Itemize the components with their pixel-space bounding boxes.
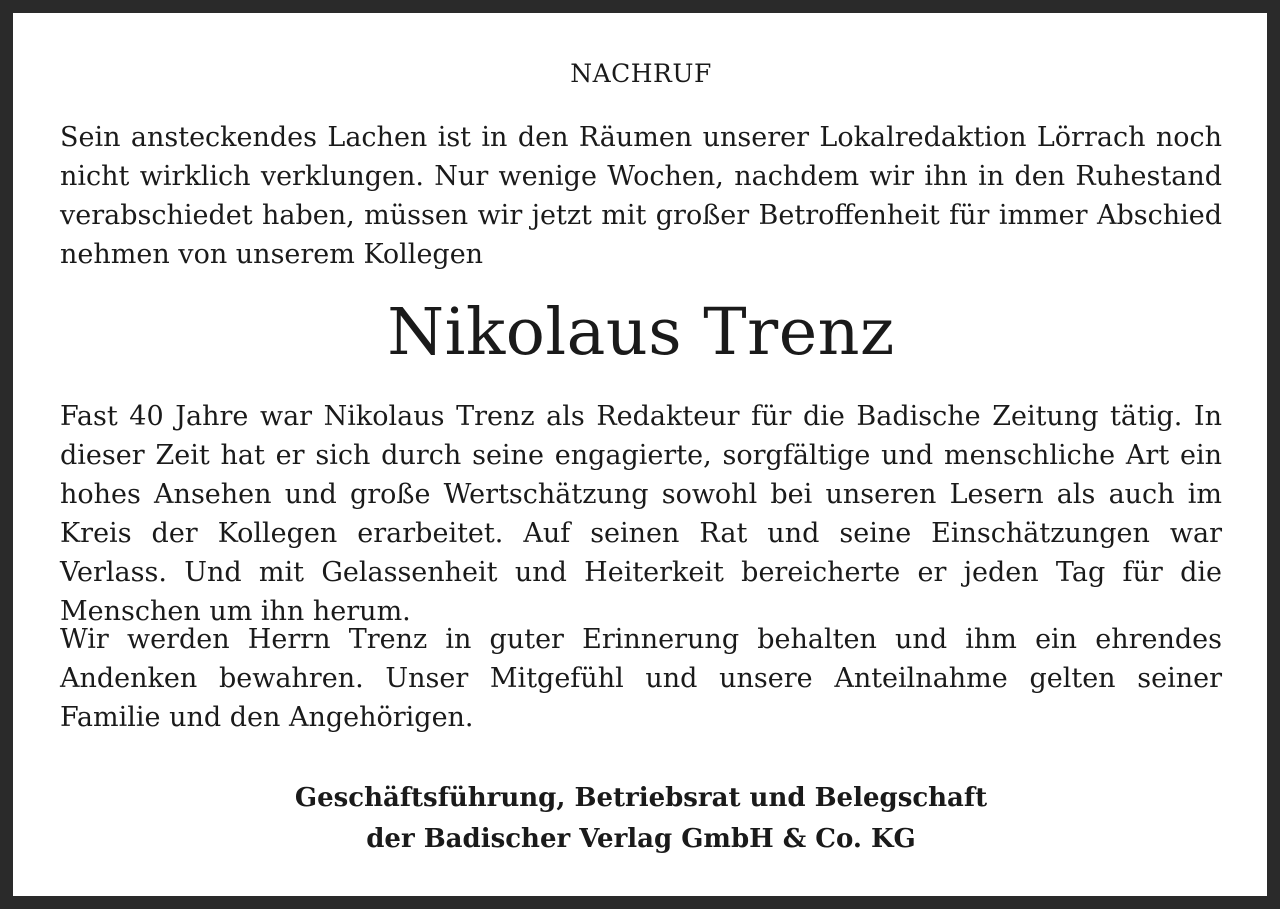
signature-block <box>60 778 1222 860</box>
obituary-notice <box>13 13 1267 896</box>
closing-paragraph: Wir werden Herrn Trenz in guter Erinnerung behalten und ihm ein ehrendes Andenken bewahren. Unser Mitgefühl und unsere Anteilnahme gelten seiner Familie und den Angehörigen. <box>60 624 1222 733</box>
deceased-name: Nikolaus Trenz <box>387 295 895 370</box>
signature-line-2: der Badischer Verlag GmbH & Co. KG <box>366 824 916 854</box>
body-paragraph: Fast 40 Jahre war Nikolaus Trenz als Redakteur für die Badische Zeitung tätig. In dieser Zeit hat er sich durch seine engagierte, sorgfältige und menschliche Art ein hohes Ansehen und große Wertschätzung sowohl bei unseren Lesern als auch im Kreis der Kollegen erarbeitet. Auf seinen Rat und seine Einschätzungen war Verlass. Und mit Gelassenheit und Heiterkeit bereicherte er jeden Tag für die Menschen um ihn herum. <box>60 401 1222 627</box>
intro-paragraph: Sein ansteckendes Lachen ist in den Räumen unserer Lokalredaktion Lörrach noch nicht wirklich verklungen. Nur wenige Wochen, nachdem wir ihn in den Ruhestand verabschiedet haben, müssen wir jetzt mit großer Betroffenheit für immer Abschied nehmen von unserem Kollegen <box>60 122 1222 270</box>
notice-heading: NACHRUF <box>570 59 712 88</box>
signature-line-1: Geschäftsführung, Betriebsrat und Belegschaft <box>294 783 988 813</box>
